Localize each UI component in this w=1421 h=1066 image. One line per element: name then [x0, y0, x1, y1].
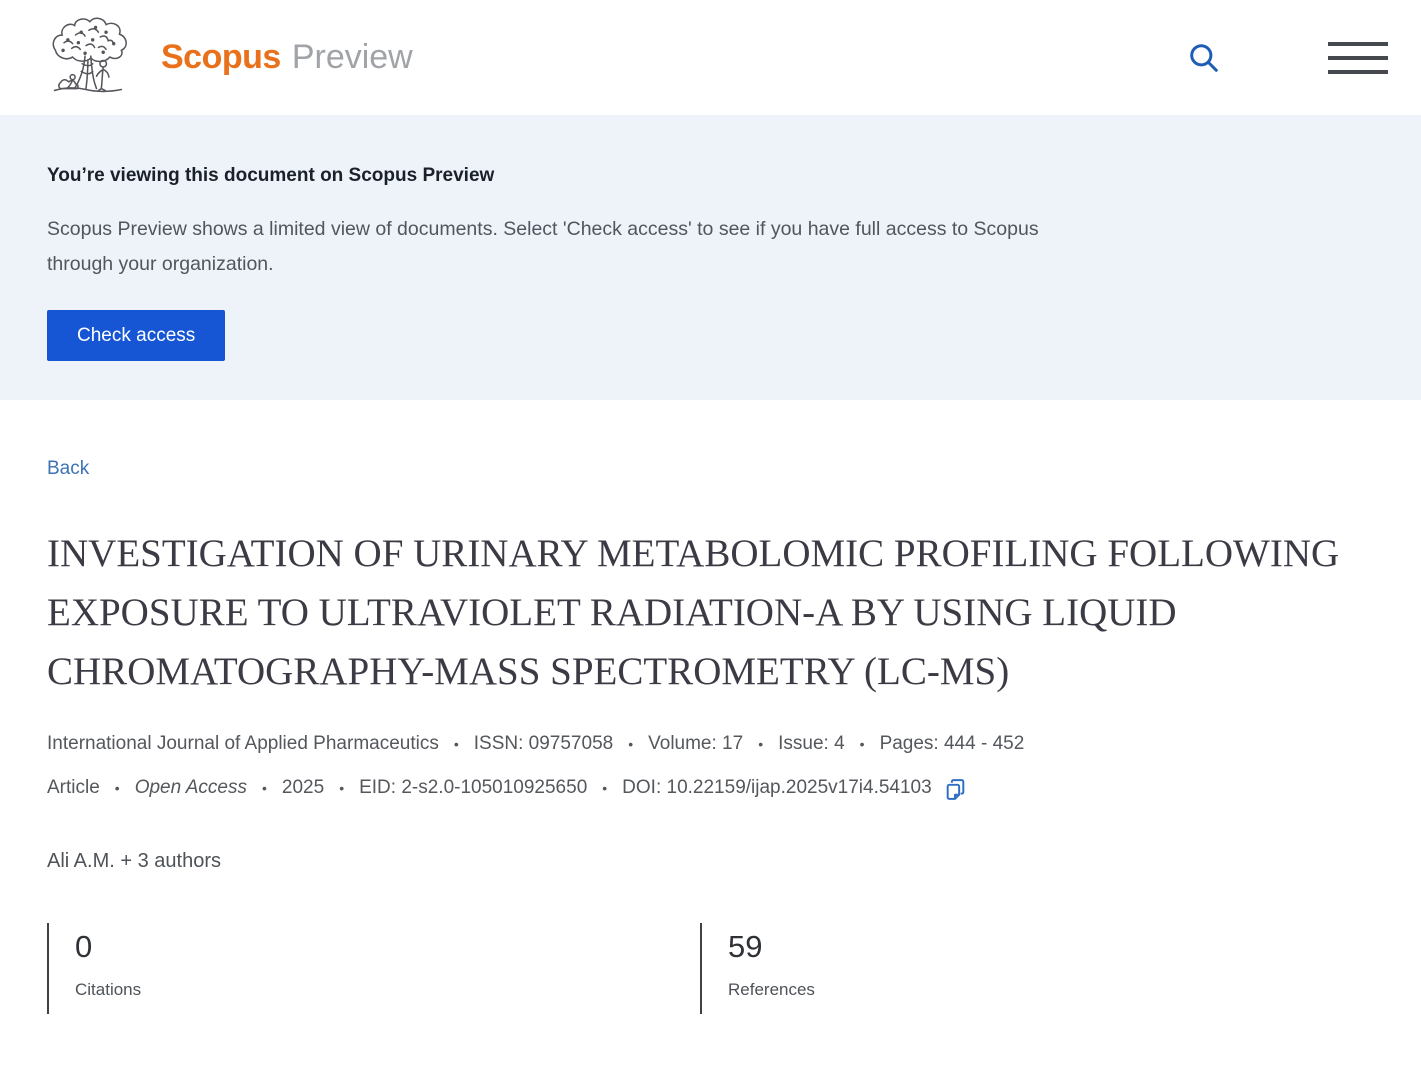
references-count: 59 [728, 929, 763, 964]
back-link[interactable]: Back [47, 458, 90, 479]
separator-dot: • [339, 779, 345, 796]
references-metric [700, 923, 815, 1014]
separator-dot: • [758, 736, 764, 752]
separator-dot: • [628, 736, 634, 752]
separator-dot: • [602, 779, 608, 796]
elsevier-tree-logo[interactable] [43, 14, 129, 102]
document-type: Article [47, 776, 100, 798]
scopus-brand[interactable] [161, 38, 413, 77]
issue: Issue: 4 [778, 733, 845, 754]
banner-body-text: Scopus Preview shows a limited view of documents. Select 'Check access' to see if you have full access to Scopus through your organization. [47, 218, 1039, 275]
volume: Volume: 17 [648, 733, 744, 754]
publication-year: 2025 [281, 776, 325, 798]
citations-label: Citations [75, 980, 142, 999]
top-header [0, 0, 1421, 115]
separator-dot: • [453, 736, 459, 752]
copy-doi-icon[interactable] [943, 777, 968, 802]
metrics-row [47, 923, 1374, 1014]
authors-line: Ali A.M. + 3 authors [47, 850, 221, 872]
brand-name: Scopus [161, 38, 281, 76]
eid: EID: 2-s2.0-105010925650 [359, 776, 588, 798]
menu-icon[interactable] [1328, 42, 1388, 74]
open-access-label: Open Access [134, 776, 247, 798]
separator-dot: • [114, 779, 120, 796]
document-meta-row-1 [47, 733, 1374, 755]
search-icon[interactable] [1186, 40, 1222, 76]
journal-name: International Journal of Applied Pharmaceutics [47, 733, 439, 754]
separator-dot: • [262, 779, 267, 796]
citations-metric [47, 923, 700, 1014]
document-main [0, 400, 1421, 1014]
document-meta-row-2 [47, 775, 1374, 800]
banner-heading: You’re viewing this document on Scopus Preview [47, 165, 495, 186]
header-actions [1186, 40, 1388, 76]
preview-banner [0, 115, 1421, 400]
issn: ISSN: 09757058 [473, 733, 614, 754]
document-title: INVESTIGATION OF URINARY METABOLOMIC PROFILING FOLLOWING EXPOSURE TO ULTRAVIOLET RADIATION-A BY USING LIQUID CHROMATOGRAPHY-MASS SPECTROMETRY (LC-MS) [47, 532, 1340, 693]
separator-dot: • [859, 736, 865, 752]
brand-suffix: Preview [291, 38, 413, 76]
references-label: References [728, 980, 815, 999]
citations-count: 0 [75, 929, 93, 964]
doi: DOI: 10.22159/ijap.2025v17i4.54103 [622, 776, 932, 798]
check-access-button[interactable]: Check access [47, 310, 225, 361]
pages: Pages: 444 - 452 [879, 733, 1025, 754]
